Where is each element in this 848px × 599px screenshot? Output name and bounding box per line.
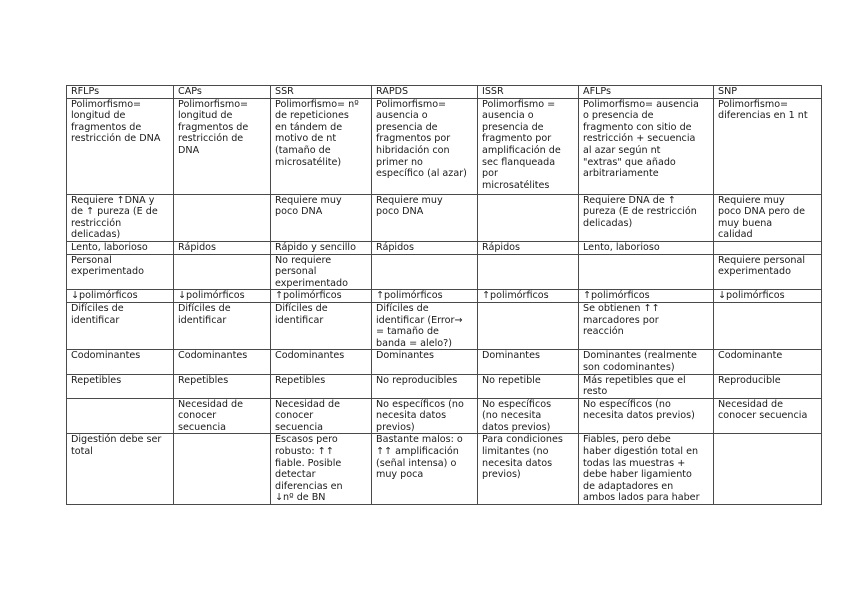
table-cell: Requiere muy poco DNA (372, 194, 478, 241)
table-row-dna-requirement (67, 194, 822, 241)
table-cell: Requiere ↑DNA y de ↑ pureza (E de restricción delicadas) (67, 194, 174, 241)
header-row (67, 86, 822, 99)
table-cell: ↓polimórficos (67, 290, 174, 303)
header-cell-issr: ISSR (478, 86, 579, 99)
table-cell (478, 194, 579, 241)
table-cell (478, 254, 579, 290)
table-row-polymorphism-level (67, 290, 822, 303)
table-cell (714, 241, 822, 254)
table-cell: No específicos (no necesita datos previos) (478, 398, 579, 434)
table-cell: Necesidad de conocer secuencia (271, 398, 372, 434)
table-cell: Polimorfismo = ausencia o presencia de fragmento por amplificación de sec flanqueada por microsatélites (478, 98, 579, 194)
table-cell: Dominantes (372, 350, 478, 374)
table-cell: Codominante (714, 350, 822, 374)
table-cell: Requiere muy poco DNA pero de muy buena calidad (714, 194, 822, 241)
table-row-dominance (67, 350, 822, 374)
table-cell: Personal experimentado (67, 254, 174, 290)
table-row-speed (67, 241, 822, 254)
table-cell: No específicos (no necesita datos previos) (372, 398, 478, 434)
table-cell (174, 194, 271, 241)
table-cell: Rápidos (174, 241, 271, 254)
table-cell: Codominantes (174, 350, 271, 374)
table-cell (174, 254, 271, 290)
header-cell-rflps: RFLPs (67, 86, 174, 99)
table-cell: Repetibles (67, 374, 174, 398)
table-cell: Reproducible (714, 374, 822, 398)
table-cell: Requiere DNA de ↑ pureza (E de restricción delicadas) (579, 194, 714, 241)
table-cell: Dominantes (realmente son codominantes) (579, 350, 714, 374)
table-cell: Repetibles (271, 374, 372, 398)
table-cell: Bastante malos: o ↑↑ amplificación (señal intensa) o muy poca (372, 434, 478, 505)
table-cell (174, 434, 271, 505)
table-cell: Necesidad de conocer secuencia (174, 398, 271, 434)
table-cell: Codominantes (67, 350, 174, 374)
table-row-polimorfismo (67, 98, 822, 194)
table-cell: No repetible (478, 374, 579, 398)
table-row-personnel (67, 254, 822, 290)
header-cell-aflps: AFLPs (579, 86, 714, 99)
table-cell: ↑polimórficos (372, 290, 478, 303)
table-cell: Lento, laborioso (67, 241, 174, 254)
header-cell-rapds: RAPDS (372, 86, 478, 99)
table-cell: Difíciles de identificar (67, 302, 174, 349)
table-cell: ↓polimórficos (174, 290, 271, 303)
marker-comparison-table (66, 85, 822, 505)
table-cell: Difíciles de identificar (Error→ = tamaño de banda = alelo?) (372, 302, 478, 349)
table-cell: Escasos pero robusto: ↑↑ fiable. Posible detectar diferencias en ↓nº de BN (271, 434, 372, 505)
table-cell: Polimorfismo= ausencia o presencia de fragmentos por hibridación con primer no específico (al azar) (372, 98, 478, 194)
table-cell: Polimorfismo= diferencias en 1 nt (714, 98, 822, 194)
table-cell (714, 302, 822, 349)
table-cell: Polimorfismo= nº de repeticiones en tándem de motivo de nt (tamaño de microsatélite) (271, 98, 372, 194)
table-cell: No requiere personal experimentado (271, 254, 372, 290)
table-cell: Requiere muy poco DNA (271, 194, 372, 241)
table-cell (579, 254, 714, 290)
table-cell: No reproducibles (372, 374, 478, 398)
table-cell: Repetibles (174, 374, 271, 398)
header-cell-caps: CAPs (174, 86, 271, 99)
header-cell-snp: SNP (714, 86, 822, 99)
table-cell: Rápido y sencillo (271, 241, 372, 254)
table-cell: Fiables, pero debe haber digestión total en todas las muestras + debe haber ligamiento de adaptadores en ambos lados para haber (579, 434, 714, 505)
table-row-identification (67, 302, 822, 349)
table-cell: Digestión debe ser total (67, 434, 174, 505)
table-cell: ↑polimórficos (478, 290, 579, 303)
table-cell (714, 434, 822, 505)
table-cell: Difíciles de identificar (271, 302, 372, 349)
table-cell: Lento, laborioso (579, 241, 714, 254)
table-cell: No específicos (no necesita datos previos) (579, 398, 714, 434)
table-cell: Necesidad de conocer secuencia (714, 398, 822, 434)
table-row-sequence-knowledge (67, 398, 822, 434)
table-cell: Polimorfismo= longitud de fragmentos de restricción de DNA (67, 98, 174, 194)
table-cell: Rápidos (372, 241, 478, 254)
table-cell (478, 302, 579, 349)
table-cell: Difíciles de identificar (174, 302, 271, 349)
table-cell: Más repetibles que el resto (579, 374, 714, 398)
table-cell: ↑polimórficos (579, 290, 714, 303)
table-cell: ↑polimórficos (271, 290, 372, 303)
table-cell: ↓polimórficos (714, 290, 822, 303)
table-cell: Para condiciones limitantes (no necesita datos previos) (478, 434, 579, 505)
table-row-repeatability (67, 374, 822, 398)
table-cell: Polimorfismo= longitud de fragmentos de restricción de DNA (174, 98, 271, 194)
table-cell: Rápidos (478, 241, 579, 254)
table-cell: Codominantes (271, 350, 372, 374)
table-cell: Requiere personal experimentado (714, 254, 822, 290)
table-cell: Se obtienen ↑↑ marcadores por reacción (579, 302, 714, 349)
table-cell: Dominantes (478, 350, 579, 374)
table-cell (372, 254, 478, 290)
table-row-reliability (67, 434, 822, 505)
table-cell: Polimorfismo= ausencia o presencia de fragmento con sitio de restricción + secuencia al azar según nt "extras" que añado arbitrariamente (579, 98, 714, 194)
header-cell-ssr: SSR (271, 86, 372, 99)
table-cell (67, 398, 174, 434)
